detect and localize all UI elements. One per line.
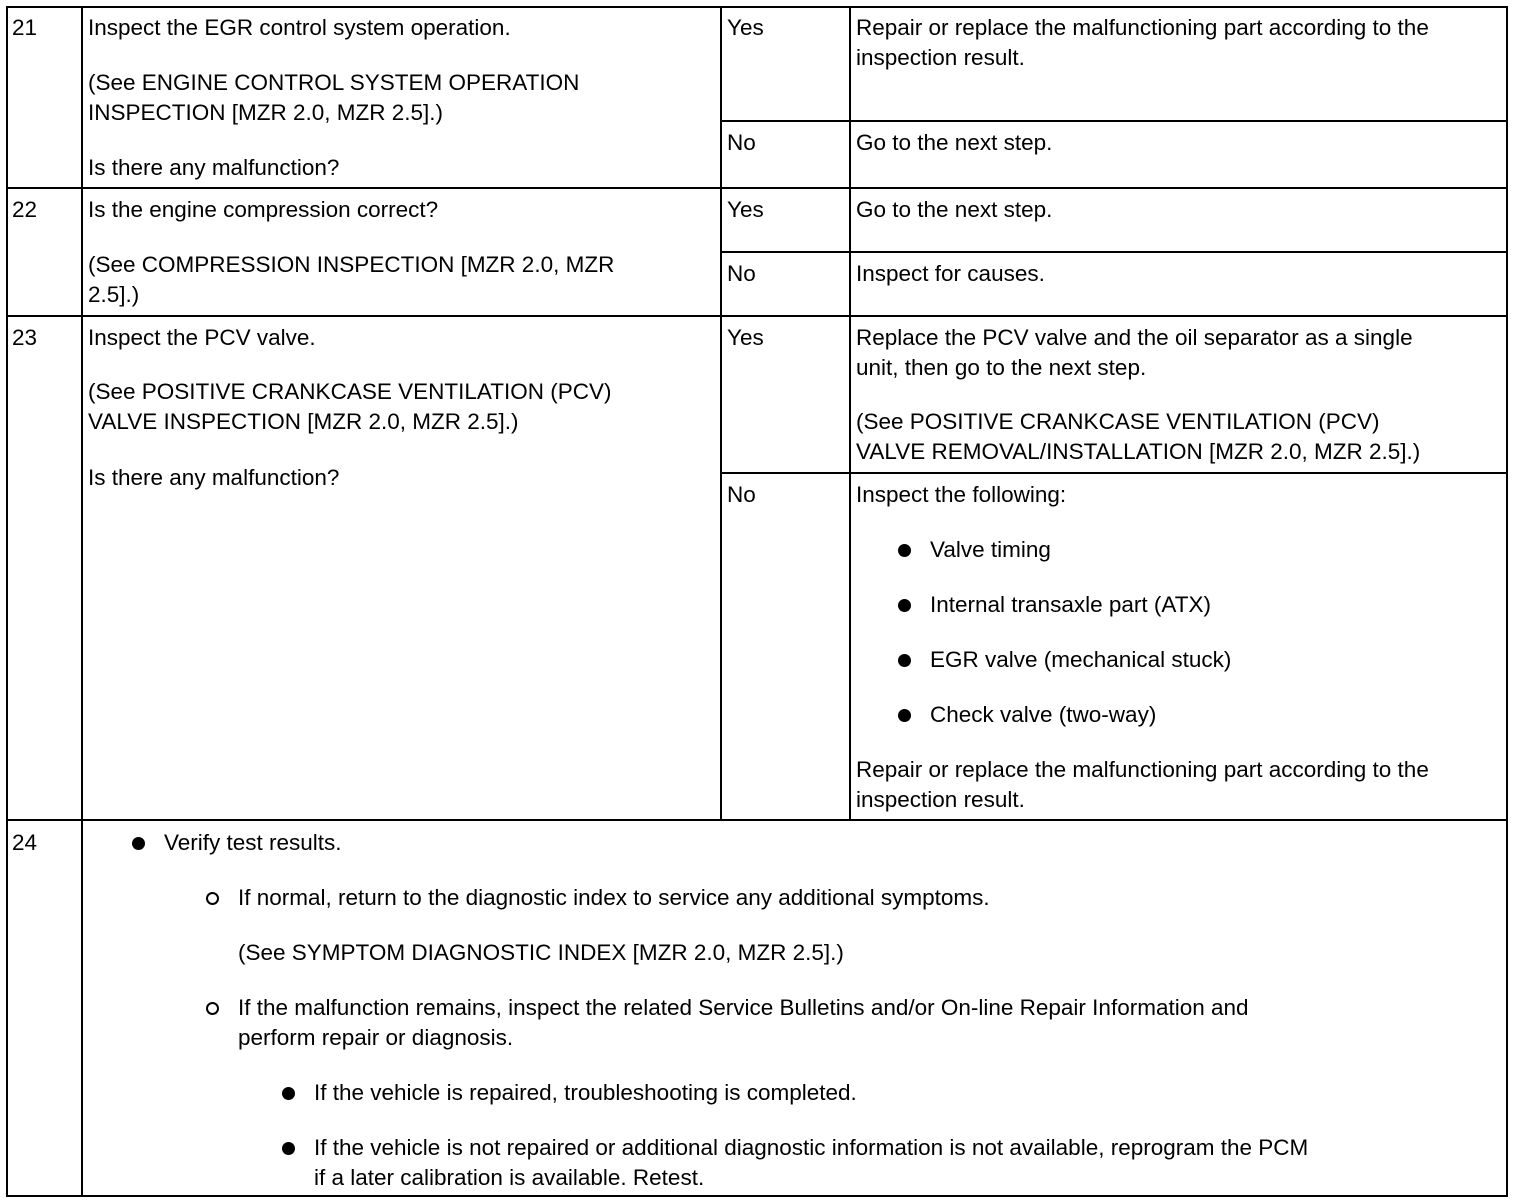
yes-label: Yes [727, 197, 764, 222]
step-number: 23 [12, 325, 38, 350]
normal-reference: (See SYMPTOM DIAGNOSTIC INDEX [MZR 2.0, MZR 2.5].) [238, 940, 844, 965]
bullet-icon [282, 1142, 295, 1155]
row-divider [6, 819, 1508, 821]
inspection-reference: VALVE INSPECTION [MZR 2.0, MZR 2.5].) [88, 409, 519, 434]
list-item: Valve timing [930, 537, 1051, 562]
yes-label: Yes [727, 15, 764, 40]
bullet-icon [898, 599, 911, 612]
no-action: inspection result. [856, 787, 1025, 812]
bullet-icon [898, 709, 911, 722]
normal-text: If normal, return to the diagnostic index to service any additional symptoms. [238, 885, 990, 910]
table-border-top [6, 6, 1508, 8]
bullet-icon [282, 1087, 295, 1100]
row-divider [720, 251, 1508, 253]
yes-action: inspection result. [856, 45, 1025, 70]
inspection-question: Is there any malfunction? [88, 465, 340, 490]
inspection-reference: 2.5].) [88, 282, 140, 307]
row-divider [720, 472, 1508, 474]
column-divider [849, 6, 851, 821]
inspection-reference: INSPECTION [MZR 2.0, MZR 2.5].) [88, 100, 444, 125]
inspection-reference: (See POSITIVE CRANKCASE VENTILATION (PCV) [88, 379, 612, 404]
remains-text: perform repair or diagnosis. [238, 1025, 514, 1050]
yes-action-reference: (See POSITIVE CRANKCASE VENTILATION (PCV) [856, 409, 1380, 434]
remains-text: If the malfunction remains, inspect the related Service Bulletins and/or On-line Repair Information and [238, 995, 1249, 1020]
bullet-icon [132, 837, 145, 850]
row-divider [6, 187, 1508, 189]
inspection-text: Is the engine compression correct? [88, 197, 439, 222]
table-border-left [6, 6, 8, 1197]
no-action: Go to the next step. [856, 130, 1053, 155]
bullet-icon [898, 654, 911, 667]
verify-text: Verify test results. [164, 830, 342, 855]
row-divider [6, 315, 1508, 317]
sub-item-text: If the vehicle is not repaired or additional diagnostic information is not available, reprogram the PCM [314, 1135, 1309, 1160]
inspection-reference: (See COMPRESSION INSPECTION [MZR 2.0, MZR [88, 252, 615, 277]
yes-action-reference: VALVE REMOVAL/INSTALLATION [MZR 2.0, MZR 2.5].) [856, 439, 1421, 464]
no-action: Repair or replace the malfunctioning part according to the [856, 757, 1429, 782]
yes-action: Go to the next step. [856, 197, 1053, 222]
list-item: EGR valve (mechanical stuck) [930, 647, 1232, 672]
circle-bullet-icon [206, 892, 219, 905]
list-item: Check valve (two-way) [930, 702, 1157, 727]
inspection-question: Is there any malfunction? [88, 155, 340, 180]
step-number: 24 [12, 830, 38, 855]
no-action-intro: Inspect the following: [856, 482, 1067, 507]
yes-action: Repair or replace the malfunctioning part according to the [856, 15, 1429, 40]
sub-item-text: if a later calibration is available. Retest. [314, 1165, 705, 1190]
no-label: No [727, 482, 756, 507]
table-border-bottom [6, 1195, 1508, 1197]
table-border-right [1506, 6, 1508, 1197]
step-number: 22 [12, 197, 38, 222]
yes-label: Yes [727, 325, 764, 350]
no-label: No [727, 130, 756, 155]
no-action: Inspect for causes. [856, 261, 1045, 286]
yes-action: unit, then go to the next step. [856, 355, 1147, 380]
bullet-icon [898, 544, 911, 557]
step-number: 21 [12, 15, 38, 40]
sub-item-text: If the vehicle is repaired, troubleshooting is completed. [314, 1080, 857, 1105]
column-divider [720, 6, 722, 821]
row-divider [720, 120, 1508, 122]
column-divider [81, 6, 83, 1197]
circle-bullet-icon [206, 1002, 219, 1015]
inspection-reference: (See ENGINE CONTROL SYSTEM OPERATION [88, 70, 580, 95]
inspection-text: Inspect the PCV valve. [88, 325, 316, 350]
no-label: No [727, 261, 756, 286]
inspection-text: Inspect the EGR control system operation. [88, 15, 511, 40]
yes-action: Replace the PCV valve and the oil separator as a single [856, 325, 1413, 350]
list-item: Internal transaxle part (ATX) [930, 592, 1211, 617]
